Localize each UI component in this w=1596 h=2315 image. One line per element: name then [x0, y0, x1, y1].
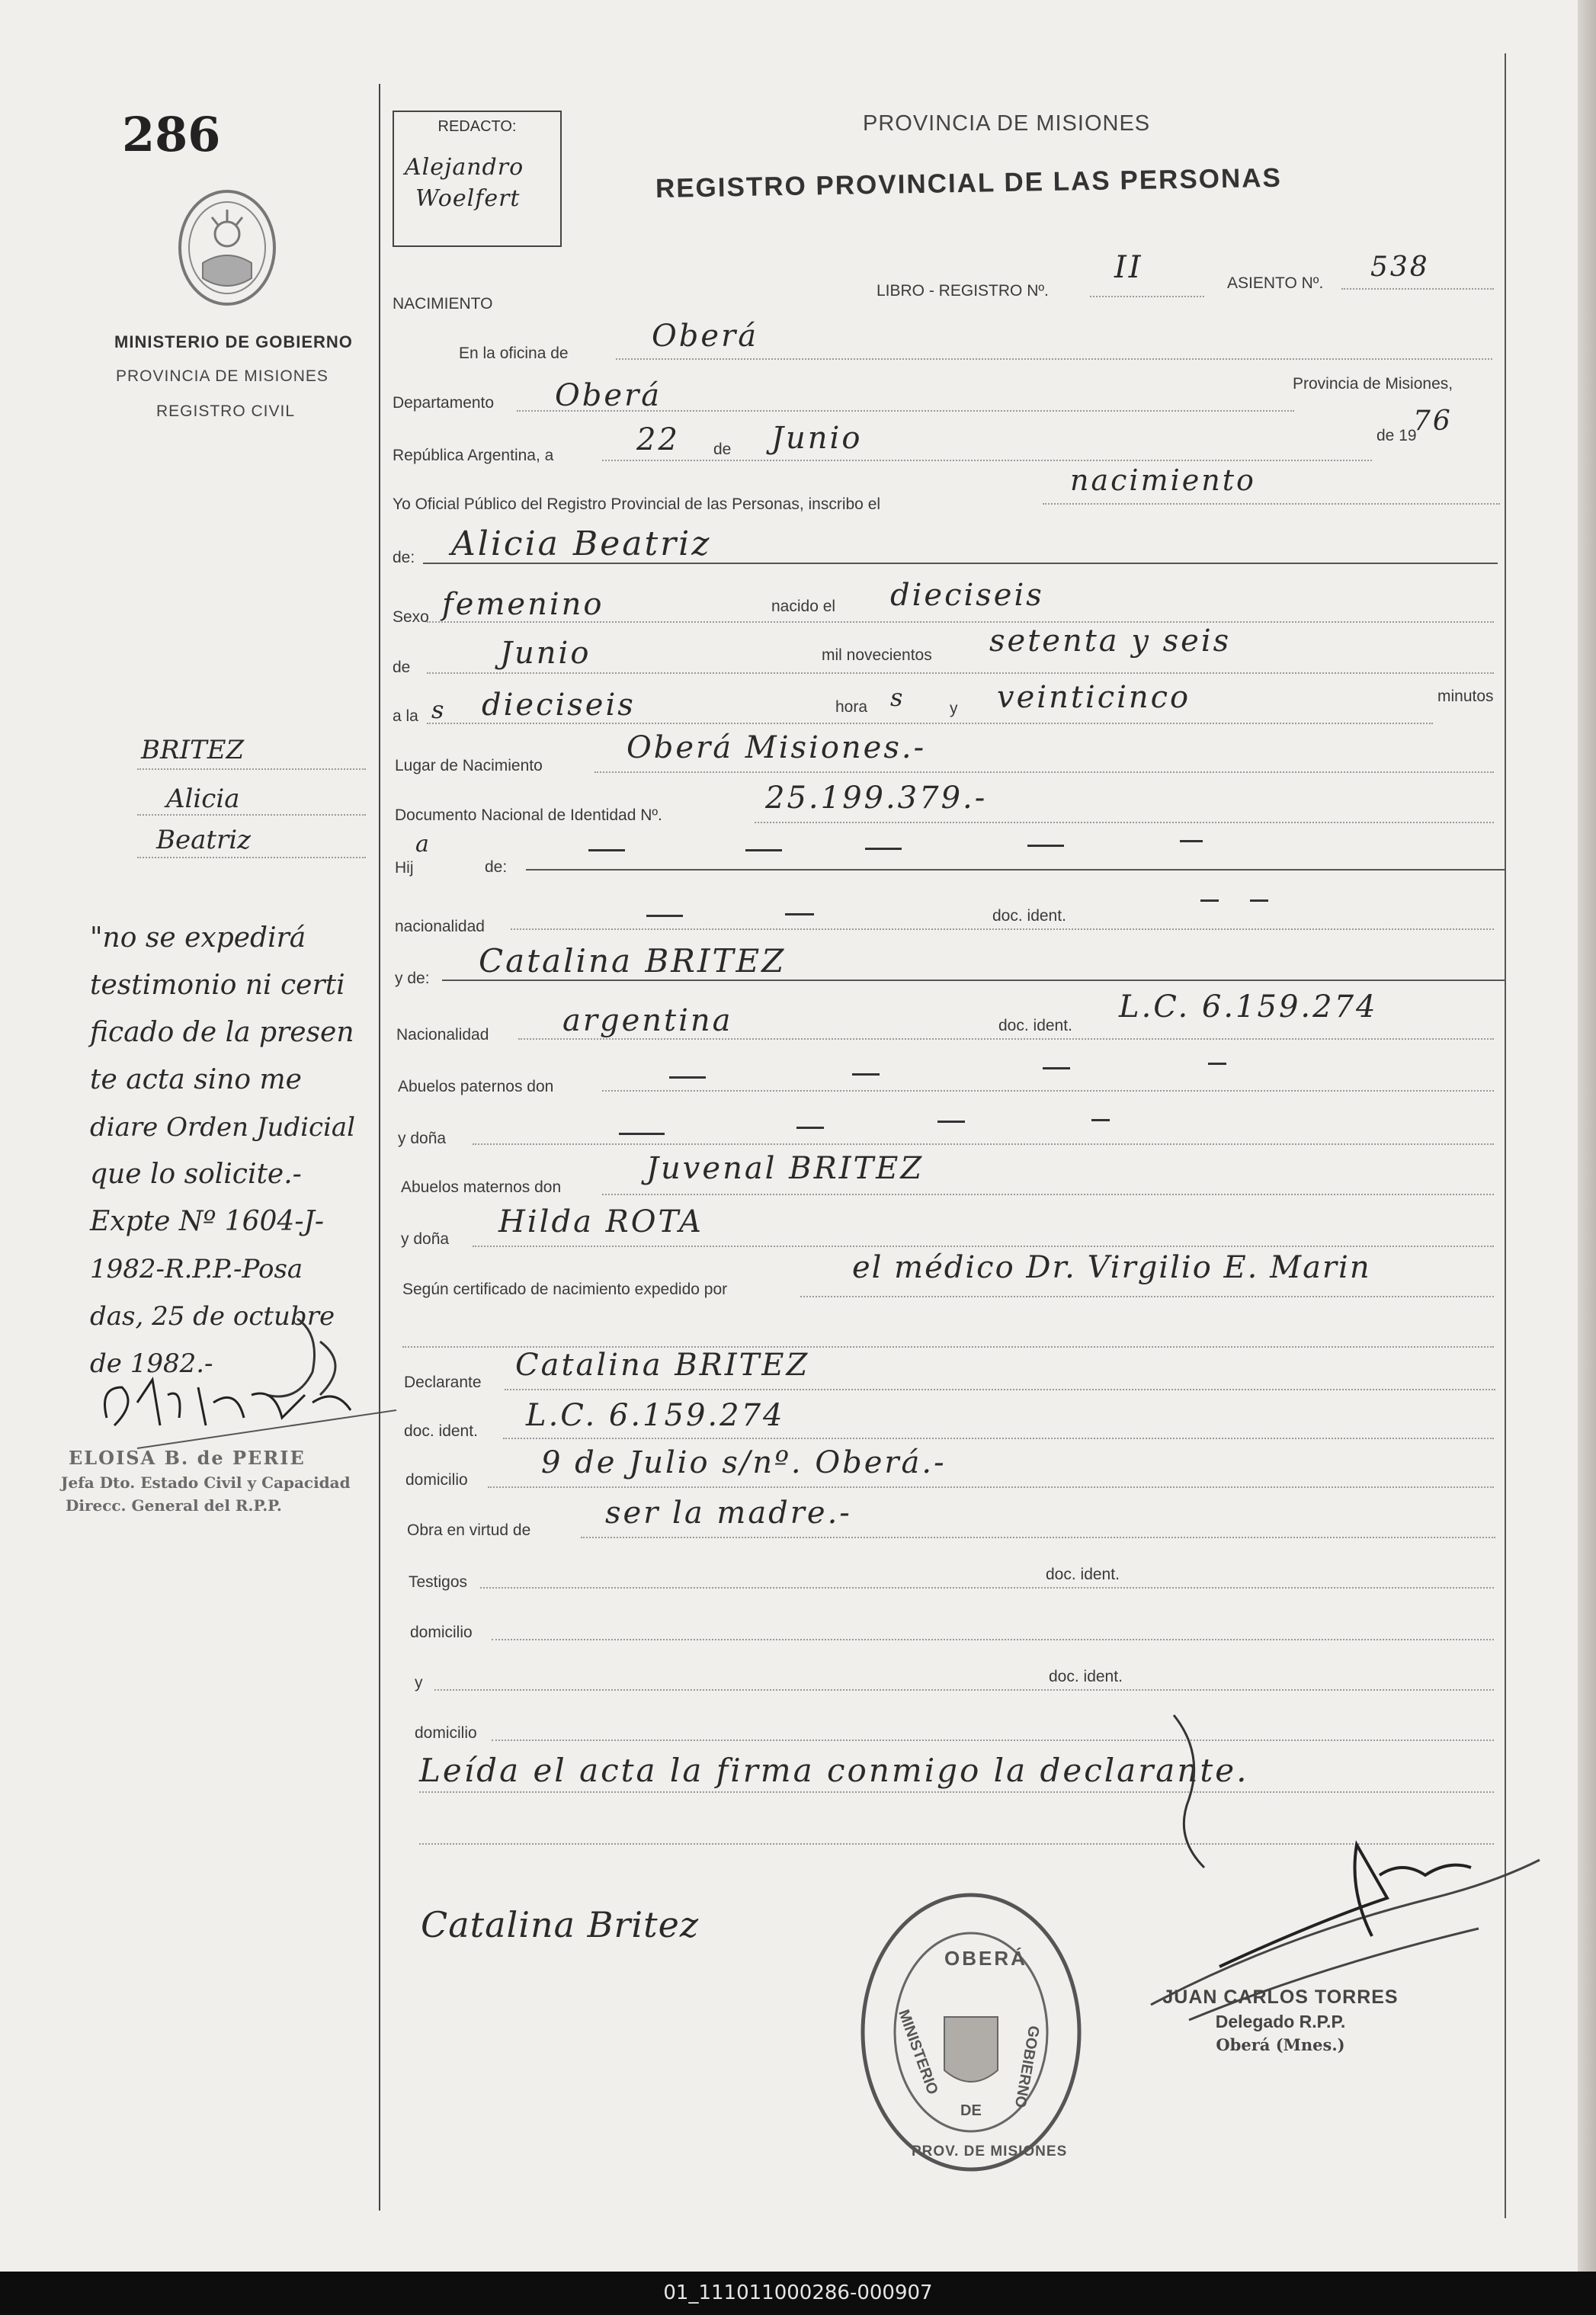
- y2-label: y: [415, 1674, 423, 1691]
- sexo-value: femenino: [442, 587, 604, 622]
- hora-value: dieciseis: [482, 688, 636, 723]
- seal-inner3: GOBIERNO: [1011, 2024, 1043, 2109]
- province-heading: PROVINCIA DE MISIONES: [863, 111, 1151, 136]
- domicilio3-label: domicilio: [415, 1724, 477, 1742]
- obra-value: ser la madre.-: [605, 1496, 852, 1531]
- alas-s: s: [431, 695, 447, 724]
- segun-label: Según certificado de nacimiento expedido por: [402, 1281, 728, 1298]
- official-place: Oberá (Mnes.): [1216, 2035, 1345, 2054]
- registry-title: REGISTRO PROVINCIAL DE LAS PERSONAS: [655, 162, 1283, 204]
- page-number: 286: [122, 107, 221, 162]
- madre-value: Catalina BRITEZ: [479, 942, 787, 980]
- y-label: y: [950, 700, 958, 717]
- ydona2-label: y doña: [401, 1230, 450, 1248]
- ydona1-label: y doña: [398, 1130, 447, 1147]
- docident3-value: L.C. 6.159.274: [526, 1398, 785, 1433]
- seal-top: OBERÁ: [944, 1947, 1027, 1970]
- inscribo-value: nacimiento: [1070, 463, 1256, 497]
- seal-inner1: MINISTERIO: [895, 2007, 941, 2097]
- domicilio-label: domicilio: [405, 1471, 468, 1489]
- departamento-value: Oberá: [555, 378, 662, 413]
- redacto-name2: Woelfert: [415, 185, 521, 212]
- docident1-label: doc. ident.: [992, 907, 1066, 925]
- oficina-value: Oberá: [652, 319, 759, 354]
- note-line: das, 25 de octubre: [90, 1301, 335, 1332]
- lugar-label: Lugar de Nacimiento: [395, 757, 543, 774]
- libro-label: LIBRO - REGISTRO Nº.: [877, 282, 1049, 300]
- coat-of-arms-icon: [174, 187, 280, 316]
- hij-label: Hij: [395, 859, 414, 877]
- redacto-label: REDACTO:: [437, 118, 517, 135]
- minutos-label: minutos: [1437, 688, 1494, 705]
- docident3-label: doc. ident.: [404, 1422, 478, 1440]
- province-label: PROVINCIA DE MISIONES: [116, 367, 328, 385]
- de2-label: de: [393, 659, 411, 676]
- nacionalidad2-label: Nacionalidad: [396, 1026, 489, 1044]
- inscribo-label: Yo Oficial Público del Registro Provincial de las Personas, inscribo el: [393, 495, 881, 513]
- lugar-value: Oberá Misiones.-: [627, 730, 927, 765]
- note-line: Expte Nº 1604-J-: [90, 1206, 325, 1237]
- de-name-label: de:: [393, 549, 415, 566]
- alas-label: a la: [393, 707, 418, 725]
- margin-surname: BRITEZ: [141, 735, 245, 765]
- republica-label: República Argentina, a: [393, 447, 554, 464]
- official-name: JUAN CARLOS TORRES: [1162, 1986, 1399, 2008]
- stamp-line: ELOISA B. de PERIE: [69, 1447, 306, 1469]
- nombre-value: Alicia Beatriz: [451, 524, 712, 563]
- declarante-value: Catalina BRITEZ: [515, 1348, 810, 1383]
- note-line: diare Orden Judicial: [90, 1112, 356, 1143]
- testigos-label: Testigos: [409, 1573, 468, 1591]
- docident2-value: L.C. 6.159.274: [1119, 989, 1378, 1024]
- official-role: Delegado R.P.P.: [1215, 2012, 1346, 2031]
- redacto-box: [393, 111, 562, 247]
- oficina-label: En la oficina de: [459, 345, 569, 362]
- departamento-label: Departamento: [393, 394, 495, 412]
- docident5-label: doc. ident.: [1049, 1668, 1123, 1685]
- seal-inner2: DE: [960, 2102, 982, 2119]
- note-line: ficado de la presen: [90, 1017, 354, 1048]
- anio-value: 76: [1413, 406, 1453, 437]
- de19-label: de 19: [1376, 427, 1417, 444]
- note-line: que lo solicite.-: [90, 1159, 302, 1190]
- abuelos-mat-label: Abuelos maternos don: [401, 1178, 562, 1196]
- note-line: te acta sino me: [90, 1064, 302, 1095]
- registry-label: REGISTRO CIVIL: [156, 402, 296, 420]
- declarante-label: Declarante: [404, 1374, 482, 1391]
- hij-suffix: a: [415, 831, 431, 858]
- margin-signature: [91, 1311, 412, 1456]
- margin-stamp: [61, 1447, 351, 1515]
- provincia-label: Provincia de Misiones,: [1293, 375, 1453, 393]
- nacimiento-label: NACIMIENTO: [393, 295, 493, 313]
- footer-text: 01_111011000286-000907: [663, 2281, 933, 2304]
- docident2-label: doc. ident.: [998, 1017, 1072, 1034]
- hij-de-label: de:: [485, 858, 508, 876]
- stamp-line: Jefa Dto. Estado Civil y Capacidad: [61, 1473, 351, 1492]
- segun-value: el médico Dr. Virgilio E. Marin: [852, 1250, 1371, 1285]
- de-label: de: [713, 441, 732, 458]
- note-line: "no se expedirá: [90, 922, 306, 954]
- nacido-label: nacido el: [771, 598, 836, 615]
- leida-value: Leída el acta la firma conmigo la declarante.: [419, 1752, 1249, 1789]
- note-line: 1982-R.P.P.-Posa: [90, 1254, 303, 1284]
- horas-s: s: [890, 683, 905, 712]
- abuela-mat-value: Hilda ROTA: [498, 1204, 703, 1239]
- seal-bottom: PROV. DE MISIONES: [912, 2143, 1068, 2159]
- footer-bar: [0, 2272, 1596, 2315]
- mil-label: mil novecientos: [822, 646, 932, 664]
- libro-value: II: [1114, 250, 1143, 285]
- minutos-value: veinticinco: [997, 680, 1191, 715]
- documento-value: 25.199.379.-: [765, 781, 988, 816]
- docident4-label: doc. ident.: [1046, 1566, 1120, 1583]
- asiento-label: ASIENTO Nº.: [1227, 274, 1324, 292]
- mes-value: Junio: [771, 421, 863, 456]
- mes2-value: Junio: [500, 636, 591, 671]
- firma-declarante: Catalina Britez: [421, 1904, 700, 1945]
- sexo-label: Sexo: [393, 608, 429, 626]
- stamp-line: Direcc. General del R.P.P.: [66, 1496, 282, 1515]
- margin-name2: Beatriz: [156, 825, 252, 855]
- asiento-value: 538: [1370, 252, 1430, 283]
- redacto-name1: Alejandro: [405, 154, 524, 181]
- margin-name1: Alicia: [166, 784, 240, 814]
- nacionalidad2-value: argentina: [562, 1003, 733, 1038]
- abuelo-mat-value: Juvenal BRITEZ: [646, 1151, 925, 1186]
- abuelos-pat-label: Abuelos paternos don: [398, 1078, 554, 1095]
- note-line: testimonio ni certi: [90, 970, 345, 1001]
- registry-seal: [857, 1887, 1085, 2177]
- yde-label: y de:: [395, 970, 430, 987]
- anio2-value: setenta y seis: [989, 624, 1232, 659]
- dia-value: 22: [636, 422, 680, 457]
- ministry-label: MINISTERIO DE GOBIERNO: [114, 332, 353, 351]
- domicilio-value: 9 de Julio s/nº. Oberá.-: [541, 1445, 947, 1480]
- domicilio2-label: domicilio: [410, 1624, 473, 1641]
- note-line: de 1982.-: [90, 1348, 213, 1379]
- nacionalidad-label: nacionalidad: [395, 918, 485, 935]
- horas-label: hora: [835, 698, 868, 716]
- obra-label: Obra en virtud de: [407, 1521, 531, 1539]
- official-stamp: [1155, 1986, 1406, 2054]
- documento-label: Documento Nacional de Identidad Nº.: [395, 806, 662, 824]
- page-edge: [1578, 0, 1596, 2272]
- nacido-value: dieciseis: [890, 578, 1044, 613]
